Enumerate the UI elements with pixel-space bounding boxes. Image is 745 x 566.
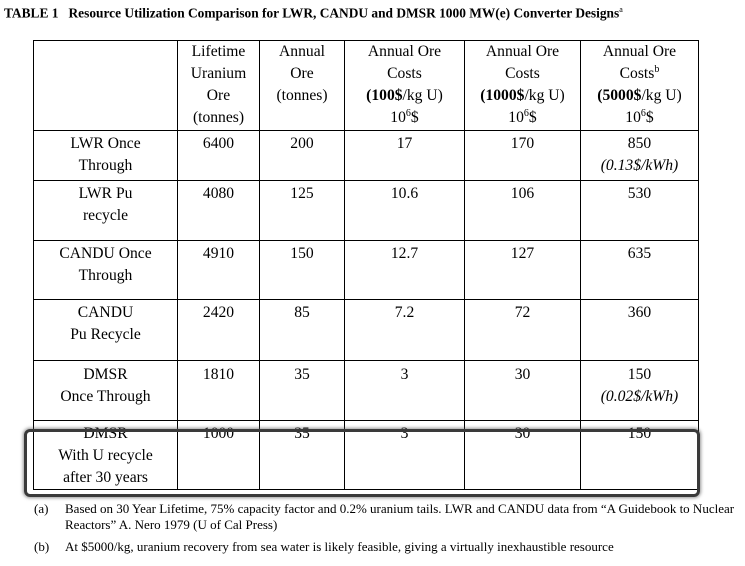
- cost-per-kwh-note: (0.13$/kWh): [600, 157, 679, 174]
- cost-100-value: 3: [345, 361, 465, 421]
- cost-1000-value: 170: [465, 131, 581, 181]
- footnote-mark: (a): [34, 501, 49, 516]
- cost-100-value: 3: [345, 421, 465, 490]
- header-reactor: [34, 41, 178, 131]
- lifetime-ore-value: 4910: [178, 241, 260, 300]
- cost-5000-value: 850 (0.13$/kWh): [581, 131, 699, 181]
- cost-1000-value: 30: [465, 361, 581, 421]
- footnote-b: [34, 539, 739, 555]
- table-row: [34, 131, 699, 181]
- reactor-name: DMSR With U recycle after 30 years: [34, 421, 178, 490]
- table-title: [4, 5, 744, 21]
- cost-100-value: 10.6: [345, 181, 465, 241]
- cost-100-value: 17: [345, 131, 465, 181]
- table-row-highlighted: [34, 421, 699, 490]
- lifetime-ore-value: 6400: [178, 131, 260, 181]
- header-cost-100: Annual Ore Costs (100$/kg U) $10^6\$$: [345, 41, 465, 131]
- cost-1000-value: 127: [465, 241, 581, 300]
- annual-ore-value: 35: [260, 361, 345, 421]
- header-lifetime-ore: Lifetime Uranium Ore (tonnes): [178, 41, 260, 131]
- annual-ore-value: 85: [260, 300, 345, 361]
- header-row: [34, 41, 699, 131]
- table-title-text: Resource Utilization Comparison for LWR, CANDU and DMSR 1000 MW(e) Converter Designs: [68, 5, 620, 21]
- cost-per-kwh-note: (0.02$/kWh): [600, 388, 679, 405]
- cost-5000-value: 635: [581, 241, 699, 300]
- annual-ore-value: 35: [260, 421, 345, 490]
- cost-5000-value: 530: [581, 181, 699, 241]
- annual-ore-value: 125: [260, 181, 345, 241]
- cost-5000-value: 360: [581, 300, 699, 361]
- reactor-name: LWR Pu recycle: [34, 181, 178, 241]
- reactor-name: LWR Once Through: [34, 131, 178, 181]
- table-row: [34, 181, 699, 241]
- cost-1000-value: 106: [465, 181, 581, 241]
- title-footnote-mark: a: [619, 5, 623, 14]
- cost-100-value: 12.7: [345, 241, 465, 300]
- table-row: [34, 361, 699, 421]
- header-cost-1000: Annual Ore Costs (1000$/kg U) $10^6\$$: [465, 41, 581, 131]
- header-cost-5000: Annual Ore Costs$^b$ (5000$/kg U) $10^6\$$: [581, 41, 699, 131]
- annual-ore-value: 200: [260, 131, 345, 181]
- lifetime-ore-value: 1000: [178, 421, 260, 490]
- table-label: TABLE 1: [4, 5, 59, 21]
- table-row: [34, 241, 699, 300]
- reactor-name: CANDU Pu Recycle: [34, 300, 178, 361]
- header-annual-ore: Annual Ore (tonnes): [260, 41, 345, 131]
- resource-table: [33, 40, 699, 490]
- cost-1000-value: 30: [465, 421, 581, 490]
- reactor-name: CANDU Once Through: [34, 241, 178, 300]
- lifetime-ore-value: 4080: [178, 181, 260, 241]
- footnote-text: At $5000/kg, uranium recovery from sea water is likely feasible, giving a virtually inexhaustible resource: [65, 539, 614, 554]
- annual-ore-value: 150: [260, 241, 345, 300]
- lifetime-ore-value: 2420: [178, 300, 260, 361]
- table-row: [34, 300, 699, 361]
- cost-5000-value: 150 (0.02$/kWh): [581, 361, 699, 421]
- cost-5000-value: 150: [581, 421, 699, 490]
- footnote-text: Based on 30 Year Lifetime, 75% capacity factor and 0.2% uranium tails. LWR and CANDU data from “A Guidebook to Nuclear Reactors” A. Nero 1979 (U of Cal Press): [65, 501, 735, 532]
- cost-100-value: 7.2: [345, 300, 465, 361]
- reactor-name: DMSR Once Through: [34, 361, 178, 421]
- cost-1000-value: 72: [465, 300, 581, 361]
- footnote-a: [34, 501, 739, 533]
- footnote-mark: (b): [34, 539, 50, 554]
- lifetime-ore-value: 1810: [178, 361, 260, 421]
